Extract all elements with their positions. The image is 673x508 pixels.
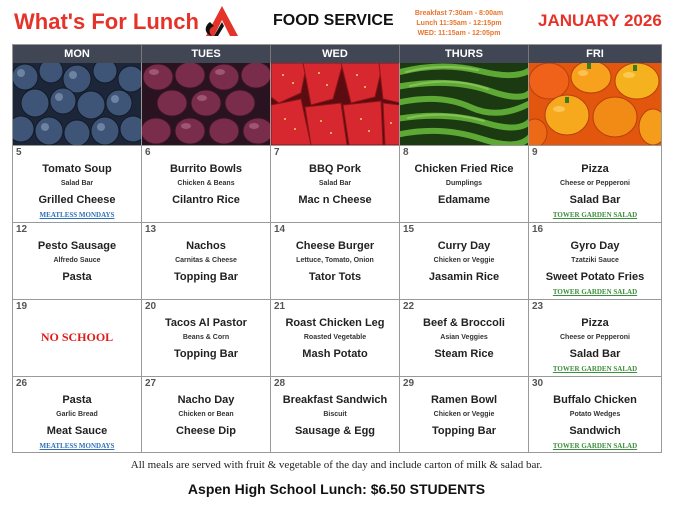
side-dish: Sandwich: [569, 425, 621, 437]
main-dish: Beef & Broccoli: [423, 317, 505, 329]
lunch-price: Aspen High School Lunch: $6.50 STUDENTS: [187, 481, 486, 497]
side-dish: Topping Bar: [174, 271, 238, 283]
calendar-week: [13, 222, 662, 299]
day-cell-wed: [271, 146, 400, 222]
day-number: 8: [403, 147, 409, 158]
day-cell-fri: [529, 223, 662, 299]
green-beans-photo: [400, 63, 529, 145]
day-number: 21: [274, 301, 286, 312]
main-dish: Nachos: [186, 240, 226, 252]
dish-detail: Alfredo Sauce: [53, 257, 101, 264]
side-dish: Pasta: [62, 271, 92, 283]
side-dish: Sausage & Egg: [294, 425, 376, 437]
meal-note: All meals are served with fruit & vegetable of the day and include carton of milk & salad bar.: [130, 459, 543, 471]
side-dish: Salad Bar: [569, 348, 621, 360]
day-number: 30: [532, 378, 544, 389]
main-dish: Tomato Soup: [42, 163, 112, 175]
day-number: 22: [403, 301, 415, 312]
day-cell-mon: [13, 300, 142, 376]
dish-detail: Chicken & Beans: [177, 180, 235, 187]
dish-detail: Asian Veggies: [440, 334, 488, 341]
day-number: 5: [16, 147, 22, 158]
dish-detail: Potato Wedges: [569, 411, 621, 418]
main-dish: Curry Day: [437, 240, 491, 252]
school-logo-icon: [200, 4, 240, 38]
day-cell-mon: [13, 146, 142, 222]
dish-detail: Roasted Vegetable: [303, 334, 367, 341]
day-cell-thurs: [400, 146, 529, 222]
main-dish: Buffalo Chicken: [553, 394, 637, 406]
day-cell-tues: [142, 223, 271, 299]
dish-detail: Cheese or Pepperoni: [559, 180, 631, 187]
wednesday-hours: WED: 11:15am - 12:05pm: [417, 30, 501, 37]
page-title: What's For Lunch: [14, 9, 199, 34]
day-number: 9: [532, 147, 538, 158]
tower-garden-tag: TOWER GARDEN SALAD: [552, 211, 638, 219]
food-service-label: FOOD SERVICE: [273, 12, 394, 29]
main-dish: Gyro Day: [570, 240, 620, 252]
dish-detail: Garlic Bread: [56, 411, 98, 418]
side-dish: Salad Bar: [569, 194, 621, 206]
main-dish: Pizza: [581, 317, 609, 329]
day-number: 23: [532, 301, 544, 312]
blueberries-photo: [13, 63, 142, 145]
tower-garden-tag: TOWER GARDEN SALAD: [552, 365, 638, 373]
day-cell-fri: [529, 300, 662, 376]
side-dish: Jasamin Rice: [428, 271, 500, 283]
day-number: 15: [403, 224, 415, 235]
day-number: 6: [145, 147, 151, 158]
meatless-mondays-tag: MEATLESS MONDAYS: [39, 211, 115, 219]
bell-peppers-photo: [529, 63, 662, 145]
dish-detail: Tzatziki Sauce: [571, 257, 619, 264]
day-number: 19: [16, 301, 28, 312]
day-cell-fri: [529, 377, 662, 453]
lunch-hours: Lunch 11:35am - 12:15pm: [416, 20, 502, 27]
day-number: 14: [274, 224, 286, 235]
day-number: 27: [145, 378, 157, 389]
day-number: 12: [16, 224, 28, 235]
dish-detail: Biscuit: [323, 411, 347, 418]
dish-detail: Carnitas & Cheese: [175, 257, 237, 264]
weekday-header: [13, 45, 662, 63]
side-dish: Sweet Potato Fries: [545, 271, 645, 283]
weekday-tues: TUES: [142, 45, 271, 63]
day-cell-tues: [142, 377, 271, 453]
day-cell-mon: [13, 223, 142, 299]
day-cell-tues: [142, 300, 271, 376]
main-dish: Cheese Burger: [295, 240, 375, 252]
no-school-label: NO SCHOOL: [40, 330, 114, 344]
side-dish: Tator Tots: [308, 271, 362, 283]
day-cell-mon: [13, 377, 142, 453]
main-dish: Breakfast Sandwich: [282, 394, 388, 406]
meatless-mondays-tag: MEATLESS MONDAYS: [39, 442, 115, 450]
day-cell-wed: [271, 300, 400, 376]
side-dish: Cheese Dip: [176, 425, 236, 437]
weekday-wed: WED: [271, 45, 400, 63]
dish-detail: Salad Bar: [318, 180, 352, 187]
weekday-thurs: THURS: [400, 45, 529, 63]
main-dish: Tacos Al Pastor: [165, 317, 247, 329]
side-dish: Grilled Cheese: [38, 194, 116, 206]
weekday-fri: FRI: [529, 45, 662, 63]
side-dish: Mac n Cheese: [298, 194, 372, 206]
calendar-week: [13, 299, 662, 376]
day-cell-wed: [271, 377, 400, 453]
main-dish: Pasta: [62, 394, 92, 406]
tower-garden-tag: TOWER GARDEN SALAD: [552, 288, 638, 296]
food-photo-row: [13, 63, 662, 145]
month-label: JANUARY 2026: [538, 11, 662, 30]
weekday-mon: MON: [13, 45, 142, 63]
side-dish: Steam Rice: [434, 348, 494, 360]
dish-detail: Cheese or Pepperoni: [559, 334, 631, 341]
dish-detail: Chicken or Veggie: [433, 411, 495, 418]
calendar-week: [13, 145, 662, 222]
breakfast-hours: Breakfast 7:30am - 8:00am: [414, 10, 504, 17]
day-cell-thurs: [400, 300, 529, 376]
day-number: 16: [532, 224, 544, 235]
side-dish: Meat Sauce: [46, 425, 108, 437]
side-dish: Mash Potato: [302, 348, 368, 360]
side-dish: Topping Bar: [432, 425, 496, 437]
main-dish: Pesto Sausage: [37, 240, 117, 252]
tower-garden-tag: TOWER GARDEN SALAD: [552, 442, 638, 450]
day-cell-fri: [529, 146, 662, 222]
day-cell-wed: [271, 223, 400, 299]
dish-detail: Chicken or Bean: [178, 411, 234, 418]
main-dish: Ramen Bowl: [430, 394, 497, 406]
main-dish: Burrito Bowls: [169, 163, 243, 175]
main-dish: Nacho Day: [177, 394, 235, 406]
side-dish: Cilantro Rice: [172, 194, 240, 206]
strawberries-photo: [271, 63, 400, 145]
day-cell-tues: [142, 146, 271, 222]
day-number: 29: [403, 378, 415, 389]
day-number: 20: [145, 301, 157, 312]
main-dish: Chicken Fried Rice: [414, 163, 514, 175]
side-dish: Edamame: [438, 194, 490, 206]
calendar-week: [13, 376, 662, 453]
day-number: 13: [145, 224, 157, 235]
dish-detail: Lettuce, Tomato, Onion: [296, 257, 374, 264]
day-cell-thurs: [400, 223, 529, 299]
lunch-calendar: [12, 44, 662, 453]
header: [0, 0, 673, 44]
dish-detail: Dumplings: [445, 180, 483, 187]
calendar-weeks: [13, 145, 662, 453]
day-number: 28: [274, 378, 286, 389]
dish-detail: Beans & Corn: [182, 334, 230, 341]
dish-detail: Chicken or Veggie: [433, 257, 495, 264]
side-dish: Topping Bar: [174, 348, 238, 360]
meal-hours: [411, 9, 507, 39]
main-dish: BBQ Pork: [309, 163, 361, 175]
day-cell-thurs: [400, 377, 529, 453]
dish-detail: Salad Bar: [60, 180, 94, 187]
day-number: 7: [274, 147, 280, 158]
day-number: 26: [16, 378, 28, 389]
main-dish: Roast Chicken Leg: [285, 317, 385, 329]
grapes-photo: [142, 63, 271, 145]
main-dish: Pizza: [581, 163, 609, 175]
